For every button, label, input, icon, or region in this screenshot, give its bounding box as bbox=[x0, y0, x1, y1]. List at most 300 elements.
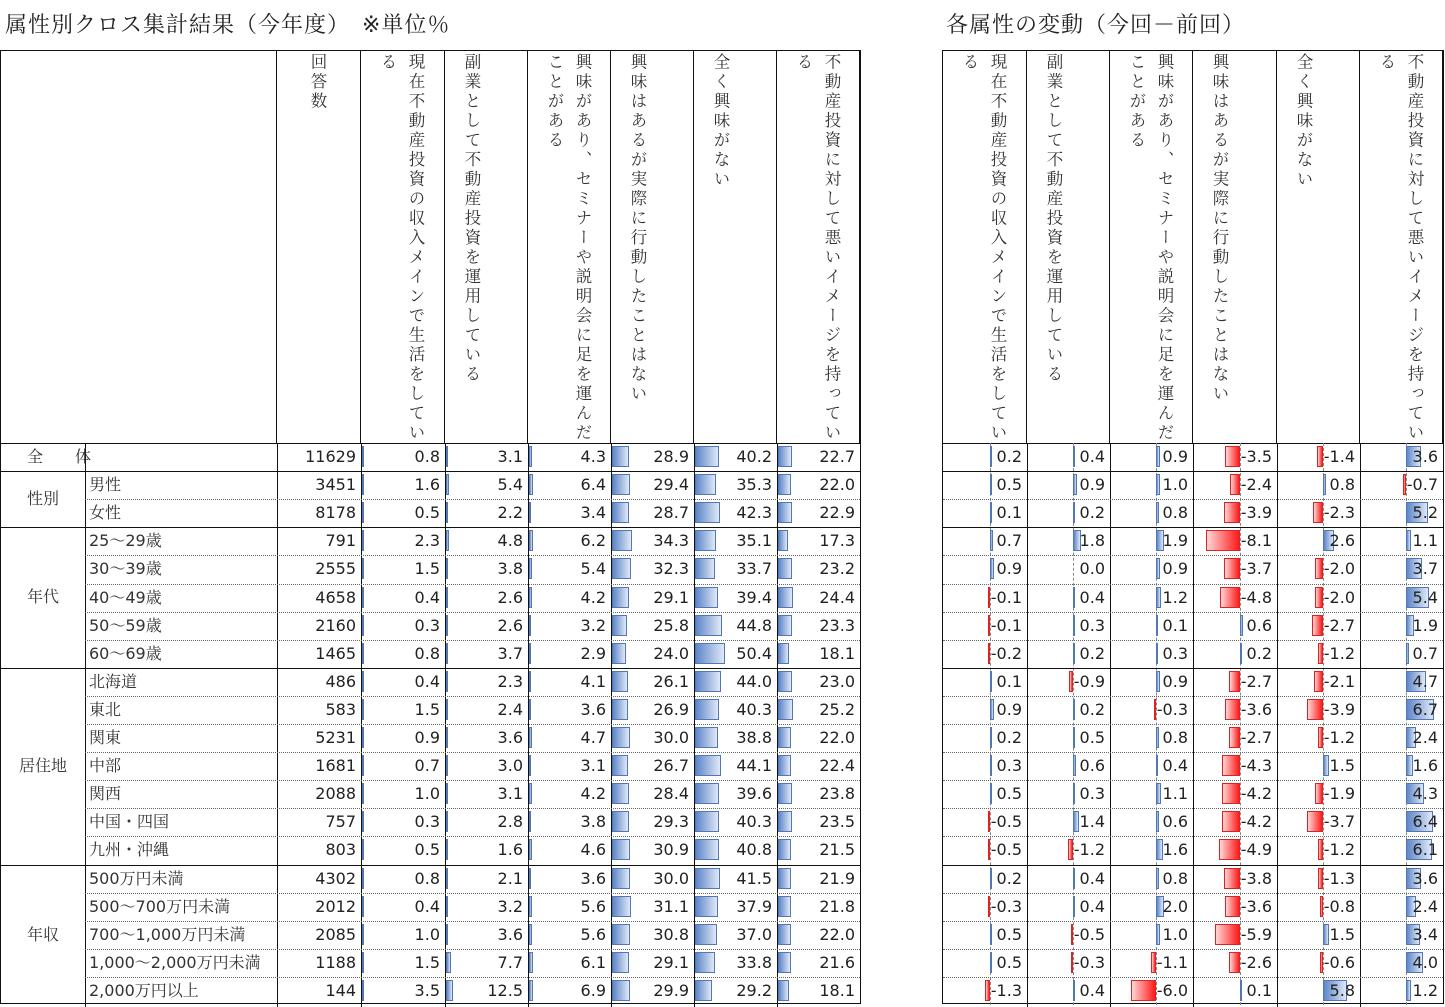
row-label: 25～29歳 bbox=[89, 531, 162, 551]
value-cell: 22.7 bbox=[819, 447, 855, 466]
value-bar bbox=[446, 615, 448, 636]
change-bar-negative bbox=[1224, 868, 1240, 889]
change-bar-positive bbox=[1073, 474, 1077, 495]
value-cell: 0.8 bbox=[414, 643, 440, 663]
change-bar-positive bbox=[1073, 896, 1075, 917]
change-value: -1.9 bbox=[1323, 784, 1355, 804]
value-bar bbox=[362, 502, 364, 523]
value-cell: 18.1 bbox=[819, 643, 855, 663]
change-value: 0.7 bbox=[1412, 643, 1438, 663]
change-bar-negative bbox=[1318, 868, 1323, 889]
change-bar-negative bbox=[1225, 699, 1240, 720]
value-cell: 22.9 bbox=[819, 503, 855, 523]
change-value: 0.9 bbox=[1162, 671, 1188, 691]
change-bar-positive bbox=[990, 671, 992, 692]
change-bar-positive bbox=[1156, 755, 1158, 776]
header-label: 現在不動産投資の収入メインで生活をしている bbox=[378, 53, 425, 443]
change-value: 0.5 bbox=[996, 784, 1022, 804]
value-bar bbox=[529, 615, 531, 636]
value-bar bbox=[612, 783, 629, 804]
change-value: -2.6 bbox=[1240, 952, 1272, 972]
change-value: -4.8 bbox=[1240, 587, 1272, 607]
value-cell: 44.0 bbox=[736, 671, 772, 691]
row-label: 700～1,000万円未満 bbox=[89, 924, 246, 944]
value-cell: 0.5 bbox=[414, 503, 440, 523]
change-value: -5.9 bbox=[1240, 924, 1272, 944]
value-cell: 39.6 bbox=[736, 784, 772, 804]
change-bar-negative bbox=[1131, 980, 1156, 1001]
change-bar-positive bbox=[990, 755, 992, 776]
change-value: 0.4 bbox=[1079, 868, 1105, 888]
change-value: 0.2 bbox=[996, 868, 1022, 888]
value-bar bbox=[612, 558, 631, 579]
change-value: 5.4 bbox=[1412, 587, 1438, 607]
change-bar-positive bbox=[1156, 558, 1160, 579]
value-bar bbox=[529, 952, 533, 973]
change-bar-negative bbox=[1314, 671, 1323, 692]
change-value: -8.1 bbox=[1240, 531, 1272, 551]
value-bar bbox=[529, 727, 532, 748]
count-value: 2085 bbox=[315, 924, 356, 944]
value-bar bbox=[362, 446, 364, 467]
left-title: 属性別クロス集計結果（今年度） ※単位％ bbox=[5, 13, 451, 38]
change-value: 0.9 bbox=[1079, 475, 1105, 495]
value-cell: 21.8 bbox=[819, 896, 855, 916]
change-value: 4.3 bbox=[1412, 784, 1438, 804]
count-value: 144 bbox=[325, 980, 356, 1000]
change-bar-positive bbox=[1073, 643, 1075, 664]
value-cell: 5.6 bbox=[580, 924, 606, 944]
value-bar bbox=[529, 868, 531, 889]
value-cell: 32.3 bbox=[653, 559, 689, 579]
header-label: 全く興味がない bbox=[711, 53, 730, 190]
change-value: 1.9 bbox=[1162, 531, 1188, 551]
change-bar-positive bbox=[1156, 615, 1158, 636]
value-bar bbox=[612, 643, 626, 664]
value-bar bbox=[612, 839, 630, 860]
value-bar bbox=[362, 615, 364, 636]
change-bar-positive bbox=[1073, 980, 1075, 1001]
value-cell: 28.9 bbox=[653, 447, 689, 466]
change-value: -1.2 bbox=[1323, 840, 1355, 860]
value-bar bbox=[362, 783, 364, 804]
value-bar bbox=[362, 558, 364, 579]
change-bar-negative bbox=[988, 839, 990, 860]
value-cell: 29.2 bbox=[736, 980, 772, 1000]
value-bar bbox=[695, 530, 716, 551]
change-value: -0.6 bbox=[1323, 952, 1355, 972]
value-bar bbox=[529, 558, 532, 579]
value-bar bbox=[529, 530, 533, 551]
value-cell: 37.9 bbox=[736, 896, 772, 916]
value-bar bbox=[446, 671, 448, 692]
change-value: 0.3 bbox=[996, 756, 1022, 776]
value-bar bbox=[695, 558, 715, 579]
value-cell: 3.2 bbox=[497, 896, 523, 916]
value-bar bbox=[446, 980, 453, 1001]
value-cell: 3.1 bbox=[497, 784, 523, 804]
change-bar-negative bbox=[1215, 924, 1240, 945]
change-value: -0.3 bbox=[1156, 699, 1188, 719]
change-value: -1.4 bbox=[1323, 447, 1355, 466]
value-cell: 2.8 bbox=[497, 812, 523, 832]
group-label: 年代 bbox=[26, 587, 59, 607]
value-cell: 2.1 bbox=[497, 868, 523, 888]
value-bar bbox=[778, 924, 791, 945]
value-bar bbox=[529, 896, 532, 917]
value-bar bbox=[778, 671, 792, 692]
value-cell: 6.4 bbox=[580, 475, 606, 495]
change-bar-positive bbox=[1073, 755, 1076, 776]
value-cell: 0.9 bbox=[414, 728, 440, 747]
value-bar bbox=[446, 446, 448, 467]
change-bar-positive bbox=[990, 446, 992, 467]
change-bar-positive bbox=[1406, 980, 1411, 1001]
value-bar bbox=[778, 502, 792, 523]
change-value: -3.7 bbox=[1240, 559, 1272, 579]
value-cell: 2.3 bbox=[497, 671, 523, 691]
change-bar-negative bbox=[1313, 502, 1323, 523]
value-cell: 24.4 bbox=[819, 587, 855, 607]
value-bar bbox=[612, 980, 630, 1001]
change-value: -1.2 bbox=[1323, 728, 1355, 747]
value-bar bbox=[446, 896, 448, 917]
header-cell bbox=[1277, 51, 1360, 443]
value-bar bbox=[446, 868, 448, 889]
value-bar bbox=[529, 811, 531, 832]
value-cell: 22.0 bbox=[819, 728, 855, 747]
change-value: 3.6 bbox=[1412, 868, 1438, 888]
change-value: -1.3 bbox=[1323, 868, 1355, 888]
value-bar bbox=[529, 474, 533, 495]
header-label: 興味はあるが実際に行動したことはない bbox=[628, 53, 647, 404]
value-cell: 50.4 bbox=[736, 643, 772, 663]
value-cell: 2.6 bbox=[497, 615, 523, 635]
value-cell: 26.7 bbox=[653, 756, 689, 776]
change-bar-positive bbox=[1073, 502, 1075, 523]
change-value: 0.9 bbox=[996, 699, 1022, 719]
value-bar bbox=[695, 671, 721, 692]
value-cell: 6.9 bbox=[580, 980, 606, 1000]
value-cell: 12.5 bbox=[487, 980, 523, 1000]
value-cell: 23.3 bbox=[819, 615, 855, 635]
row-label: 東北 bbox=[89, 699, 122, 719]
change-value: -6.0 bbox=[1156, 980, 1188, 1000]
value-cell: 29.1 bbox=[653, 587, 689, 607]
change-bar-positive bbox=[990, 952, 992, 973]
value-bar bbox=[778, 474, 791, 495]
value-cell: 4.2 bbox=[580, 784, 606, 804]
value-cell: 29.9 bbox=[653, 980, 689, 1000]
value-bar bbox=[362, 474, 364, 495]
change-value: 0.5 bbox=[1079, 728, 1105, 747]
change-bar-negative bbox=[1151, 952, 1156, 973]
change-value: 0.6 bbox=[1079, 756, 1105, 776]
value-bar bbox=[695, 839, 719, 860]
change-value: 1.6 bbox=[1412, 756, 1438, 776]
value-bar bbox=[695, 896, 718, 917]
count-value: 1465 bbox=[315, 643, 356, 663]
change-bar-positive bbox=[1073, 811, 1079, 832]
value-bar bbox=[446, 502, 448, 523]
value-bar bbox=[778, 952, 791, 973]
change-value: 0.3 bbox=[1162, 643, 1188, 663]
change-bar-negative bbox=[988, 811, 990, 832]
change-value: 0.4 bbox=[1079, 980, 1105, 1000]
change-bar-negative bbox=[1320, 952, 1323, 973]
change-bar-positive bbox=[1073, 587, 1075, 608]
row-label: 2,000万円以上 bbox=[89, 980, 199, 1000]
value-bar bbox=[529, 671, 531, 692]
change-value: -0.5 bbox=[990, 840, 1022, 860]
change-bar-negative bbox=[1315, 587, 1323, 608]
value-cell: 22.0 bbox=[819, 924, 855, 944]
value-bar bbox=[529, 980, 533, 1001]
change-value: 5.8 bbox=[1329, 980, 1355, 1000]
value-bar bbox=[362, 896, 364, 917]
change-bar-positive bbox=[990, 699, 994, 720]
value-cell: 3.1 bbox=[497, 447, 523, 466]
value-cell: 3.7 bbox=[497, 643, 523, 663]
change-value: 2.4 bbox=[1412, 728, 1438, 747]
value-cell: 41.5 bbox=[736, 868, 772, 888]
change-value: 0.2 bbox=[1079, 503, 1105, 523]
change-value: 0.9 bbox=[1162, 559, 1188, 579]
change-bar-positive bbox=[990, 783, 992, 804]
value-bar bbox=[612, 502, 629, 523]
value-cell: 25.2 bbox=[819, 699, 855, 719]
value-cell: 40.8 bbox=[736, 840, 772, 860]
header-cell bbox=[694, 51, 777, 443]
count-value: 2012 bbox=[315, 896, 356, 916]
value-cell: 4.3 bbox=[580, 447, 606, 466]
header-label: 副業として不動産投資を運用している bbox=[1044, 53, 1063, 385]
change-value: 0.5 bbox=[996, 952, 1022, 972]
value-bar bbox=[446, 699, 448, 720]
header-label: 不動産投資に対して悪いイメージを持っている bbox=[1377, 53, 1424, 443]
count-value: 4658 bbox=[315, 587, 356, 607]
change-value: 1.2 bbox=[1412, 980, 1438, 1000]
change-value: 0.1 bbox=[1162, 615, 1188, 635]
row-label: 中部 bbox=[89, 756, 122, 776]
value-bar bbox=[778, 558, 792, 579]
header-label: 現在不動産投資の収入メインで生活をしている bbox=[960, 53, 1007, 443]
value-cell: 2.6 bbox=[497, 587, 523, 607]
header-cell bbox=[1110, 51, 1193, 443]
change-bar-negative bbox=[1071, 924, 1073, 945]
change-value: 0.1 bbox=[996, 671, 1022, 691]
change-bar-negative bbox=[1307, 699, 1323, 720]
value-bar bbox=[695, 783, 719, 804]
value-bar bbox=[612, 530, 632, 551]
change-value: 0.2 bbox=[1079, 699, 1105, 719]
change-table bbox=[942, 50, 1444, 1004]
change-bar-positive bbox=[1156, 446, 1160, 467]
change-value: -2.1 bbox=[1323, 671, 1355, 691]
value-cell: 4.1 bbox=[580, 671, 606, 691]
value-cell: 21.6 bbox=[819, 952, 855, 972]
change-bar-positive bbox=[1323, 924, 1329, 945]
value-bar bbox=[529, 839, 532, 860]
change-value: -0.3 bbox=[990, 896, 1022, 916]
change-value: -3.8 bbox=[1240, 868, 1272, 888]
value-bar bbox=[695, 699, 719, 720]
count-value: 4302 bbox=[315, 868, 356, 888]
value-bar bbox=[612, 474, 630, 495]
change-bar-negative bbox=[1318, 839, 1323, 860]
value-cell: 5.4 bbox=[580, 559, 606, 579]
count-value: 2088 bbox=[315, 784, 356, 804]
row-label: 30～39歳 bbox=[89, 559, 162, 579]
value-cell: 4.2 bbox=[580, 587, 606, 607]
count-value: 791 bbox=[325, 531, 356, 551]
change-value: 1.1 bbox=[1412, 531, 1438, 551]
value-cell: 30.0 bbox=[653, 728, 689, 747]
value-cell: 30.8 bbox=[653, 924, 689, 944]
change-value: -3.9 bbox=[1240, 503, 1272, 523]
change-value: -0.5 bbox=[990, 812, 1022, 832]
change-bar-negative bbox=[988, 896, 990, 917]
value-bar bbox=[695, 615, 722, 636]
change-value: 1.2 bbox=[1162, 587, 1188, 607]
value-bar bbox=[362, 952, 364, 973]
value-cell: 1.5 bbox=[414, 699, 440, 719]
change-value: 0.1 bbox=[996, 503, 1022, 523]
change-bar-negative bbox=[1224, 558, 1240, 579]
value-cell: 18.1 bbox=[819, 980, 855, 1000]
value-cell: 23.8 bbox=[819, 784, 855, 804]
header-label: 興味があり、セミナーや説明会に足を運んだことがある bbox=[1127, 53, 1174, 443]
change-bar-positive bbox=[990, 558, 994, 579]
change-value: -2.7 bbox=[1240, 671, 1272, 691]
value-bar bbox=[612, 727, 630, 748]
value-cell: 34.3 bbox=[653, 531, 689, 551]
count-value: 486 bbox=[325, 671, 356, 691]
value-cell: 4.8 bbox=[497, 531, 523, 551]
value-cell: 0.5 bbox=[414, 840, 440, 860]
change-bar-positive bbox=[1323, 474, 1326, 495]
header-label: 興味があり、セミナーや説明会に足を運んだことがある bbox=[545, 53, 592, 443]
value-bar bbox=[695, 868, 720, 889]
value-bar bbox=[446, 952, 451, 973]
change-bar-positive bbox=[1156, 783, 1161, 804]
change-bar-positive bbox=[1156, 727, 1159, 748]
change-value: -0.5 bbox=[1073, 924, 1105, 944]
value-bar bbox=[529, 502, 531, 523]
change-value: -0.8 bbox=[1323, 896, 1355, 916]
value-cell: 26.9 bbox=[653, 699, 689, 719]
value-bar bbox=[778, 980, 789, 1001]
header-cell bbox=[1193, 51, 1277, 443]
change-bar-positive bbox=[1073, 615, 1075, 636]
change-bar-positive bbox=[1156, 502, 1159, 523]
value-bar bbox=[695, 587, 718, 608]
change-bar-negative bbox=[988, 615, 990, 636]
change-bar-positive bbox=[990, 868, 992, 889]
change-bar-positive bbox=[1406, 530, 1411, 551]
change-bar-negative bbox=[1225, 896, 1240, 917]
value-bar bbox=[362, 924, 364, 945]
value-cell: 35.3 bbox=[736, 475, 772, 495]
value-cell: 23.5 bbox=[819, 812, 855, 832]
change-value: -3.7 bbox=[1323, 812, 1355, 832]
change-bar-negative bbox=[1225, 446, 1240, 467]
change-bar-negative bbox=[1229, 671, 1240, 692]
value-cell: 5.4 bbox=[497, 475, 523, 495]
value-bar bbox=[778, 839, 791, 860]
change-value: 0.8 bbox=[1162, 868, 1188, 888]
value-bar bbox=[446, 558, 448, 579]
change-value: -3.9 bbox=[1323, 699, 1355, 719]
change-value: 1.0 bbox=[1162, 924, 1188, 944]
change-value: 0.4 bbox=[1079, 587, 1105, 607]
value-bar bbox=[695, 952, 715, 973]
value-bar bbox=[695, 727, 718, 748]
change-value: 0.5 bbox=[996, 924, 1022, 944]
row-label: 女性 bbox=[89, 503, 122, 523]
value-cell: 3.6 bbox=[497, 728, 523, 747]
row-label: 500万円未満 bbox=[89, 868, 184, 888]
value-bar bbox=[695, 502, 720, 523]
value-bar bbox=[778, 755, 791, 776]
value-cell: 6.1 bbox=[580, 952, 606, 972]
value-bar bbox=[695, 924, 717, 945]
value-cell: 3.8 bbox=[497, 559, 523, 579]
change-value: 3.7 bbox=[1412, 559, 1438, 579]
value-bar bbox=[362, 811, 364, 832]
value-cell: 3.8 bbox=[580, 812, 606, 832]
change-value: -3.6 bbox=[1240, 896, 1272, 916]
header-cell bbox=[361, 51, 445, 443]
change-value: 0.8 bbox=[1329, 475, 1355, 495]
value-bar bbox=[695, 980, 712, 1001]
value-cell: 3.6 bbox=[497, 924, 523, 944]
row-label: 九州・沖縄 bbox=[89, 840, 170, 860]
change-value: 0.8 bbox=[1162, 728, 1188, 747]
value-bar bbox=[695, 643, 725, 664]
change-bar-negative bbox=[1315, 783, 1323, 804]
value-cell: 23.0 bbox=[819, 671, 855, 691]
header-blank bbox=[1, 51, 277, 443]
change-bar-negative bbox=[1154, 699, 1156, 720]
value-cell: 42.3 bbox=[736, 503, 772, 523]
value-cell: 33.8 bbox=[736, 952, 772, 972]
change-value: 0.7 bbox=[996, 531, 1022, 551]
change-value: -1.1 bbox=[1156, 952, 1188, 972]
value-cell: 0.7 bbox=[414, 756, 440, 776]
change-bar-negative bbox=[1069, 671, 1073, 692]
value-cell: 0.4 bbox=[414, 896, 440, 916]
change-value: 1.5 bbox=[1329, 756, 1355, 776]
value-bar bbox=[446, 643, 448, 664]
count-value: 2160 bbox=[315, 615, 356, 635]
change-value: 0.4 bbox=[1162, 756, 1188, 776]
right-title: 各属性の変動（今回－前回） bbox=[946, 13, 1246, 38]
value-cell: 3.6 bbox=[580, 699, 606, 719]
change-value: 1.0 bbox=[1162, 475, 1188, 495]
change-bar-negative bbox=[1317, 446, 1323, 467]
header-cell bbox=[1027, 51, 1110, 443]
row-label: 40～49歳 bbox=[89, 587, 162, 607]
value-bar bbox=[446, 530, 449, 551]
value-bar bbox=[612, 868, 630, 889]
value-cell: 44.1 bbox=[736, 756, 772, 776]
value-cell: 39.4 bbox=[736, 587, 772, 607]
value-cell: 1.5 bbox=[414, 559, 440, 579]
value-bar bbox=[529, 643, 531, 664]
count-value: 2555 bbox=[315, 559, 356, 579]
change-value: 0.2 bbox=[996, 447, 1022, 466]
